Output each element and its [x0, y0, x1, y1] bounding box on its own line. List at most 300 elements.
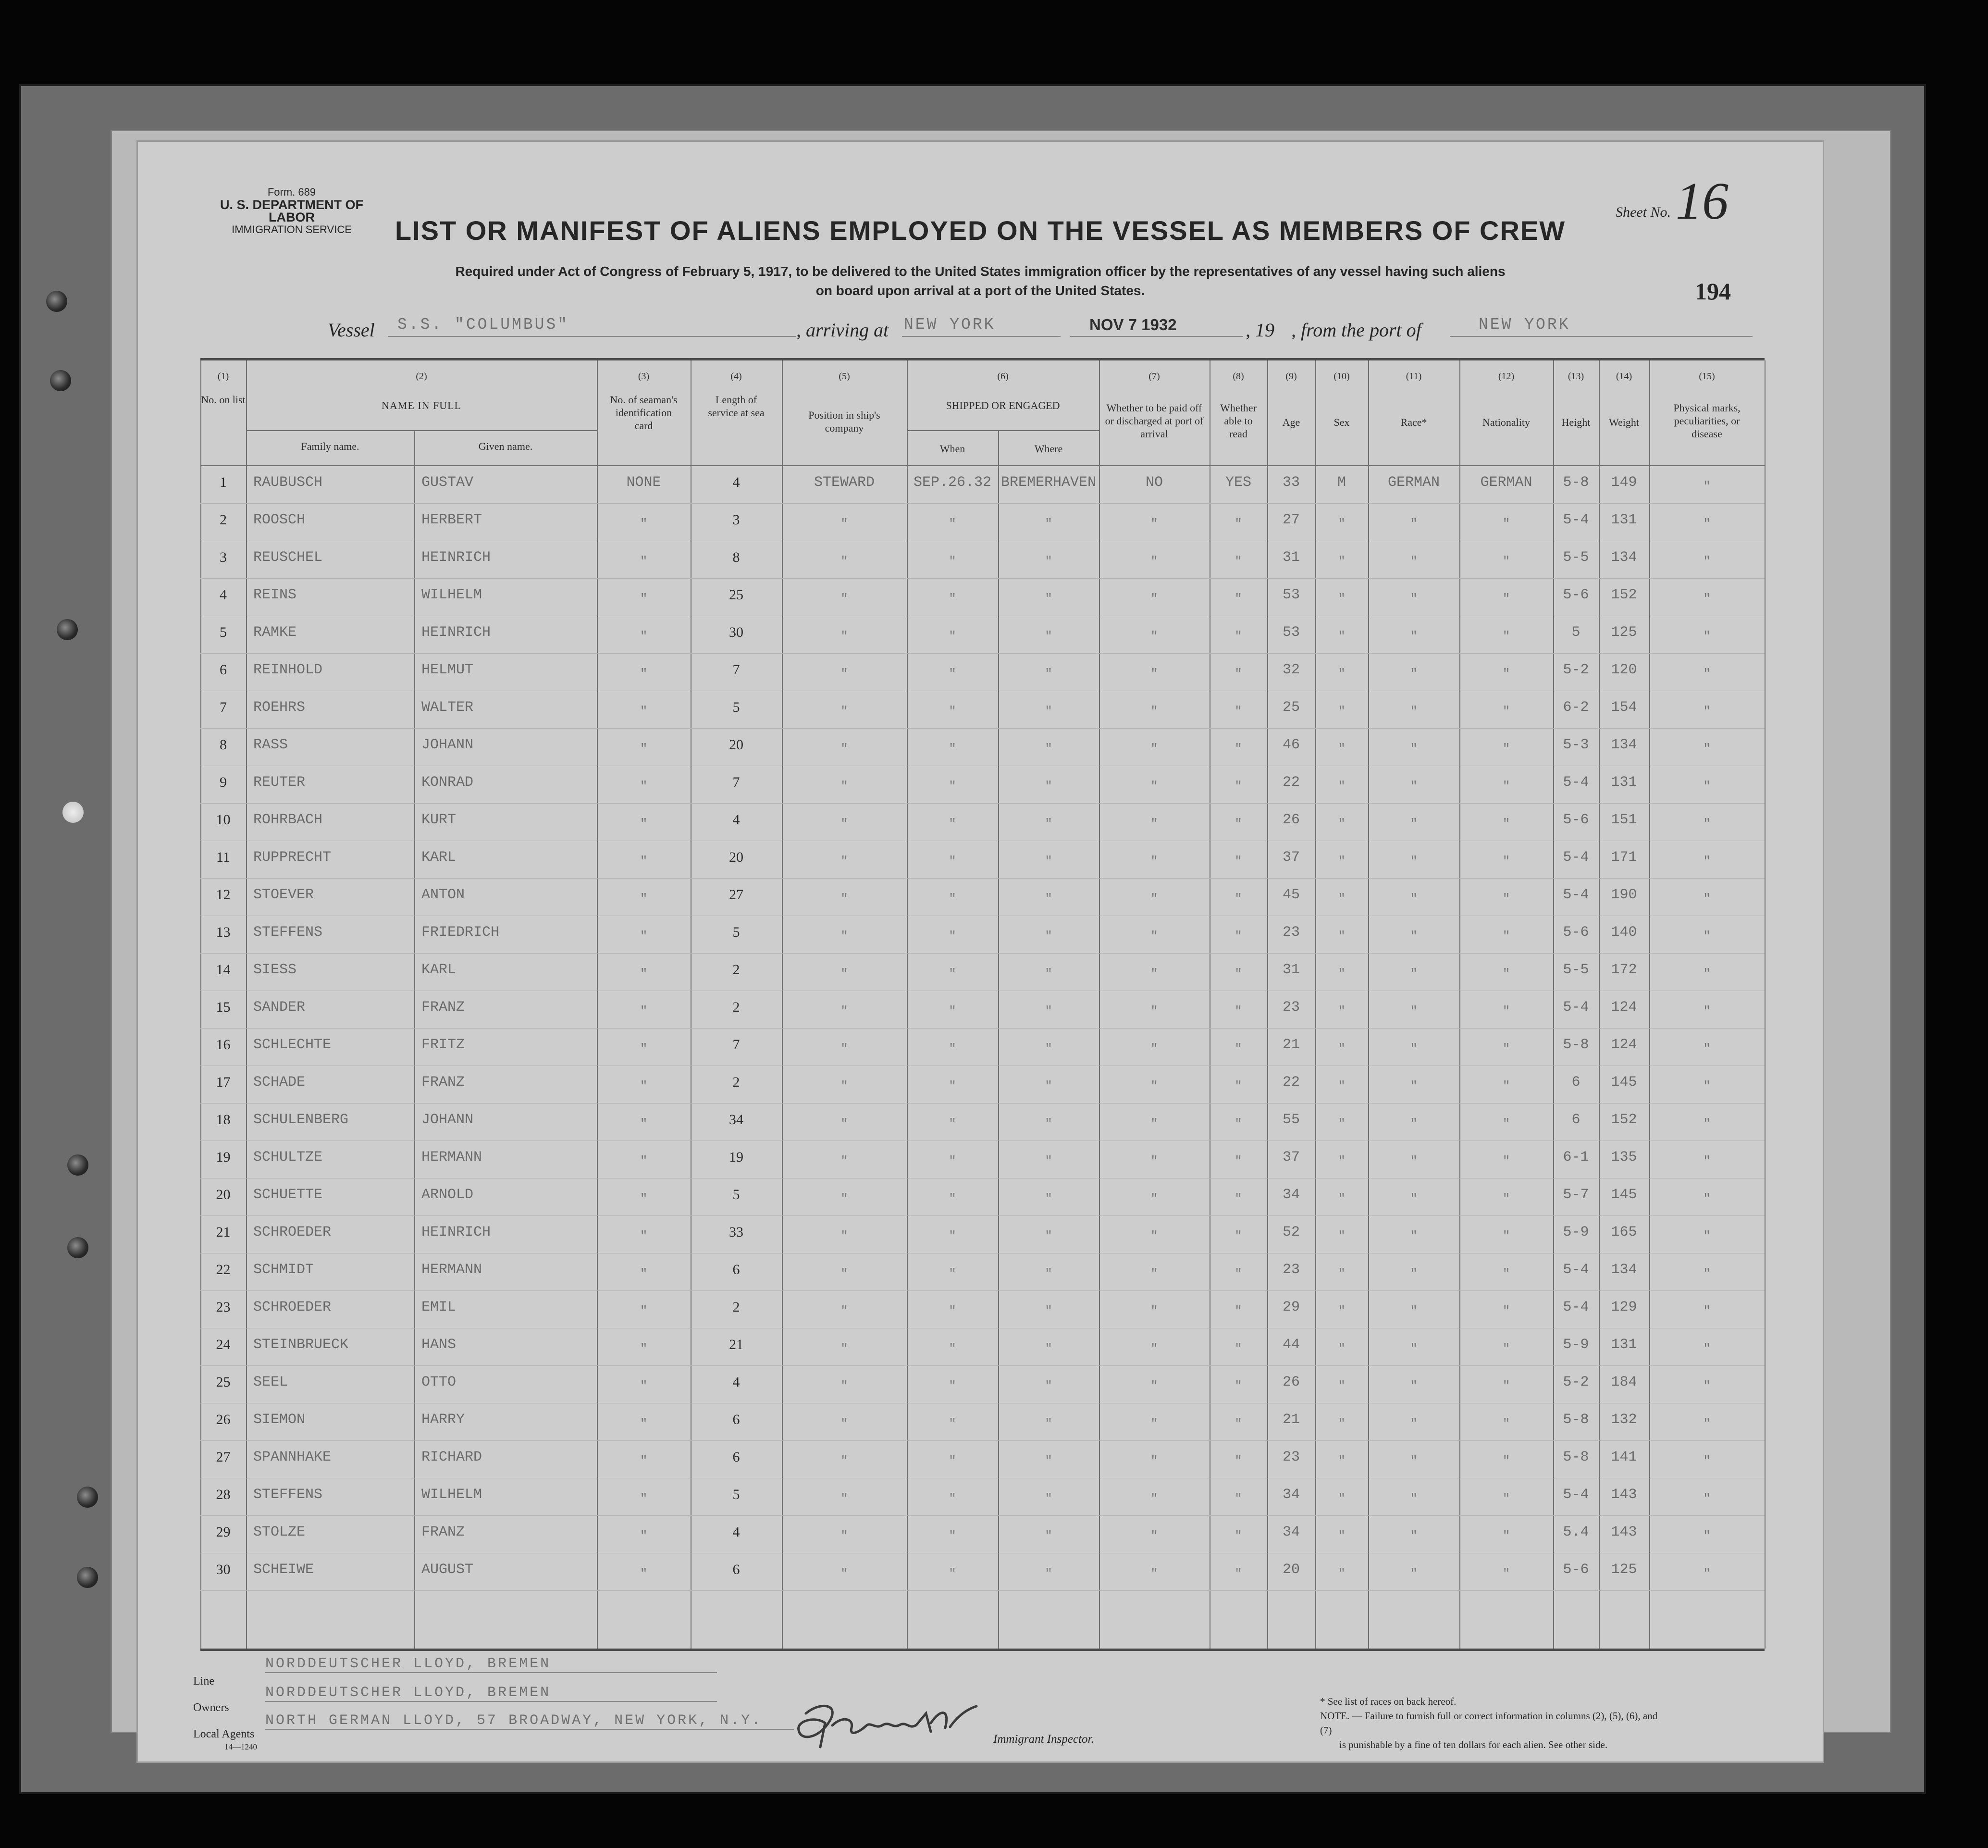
cell-service: 19 — [729, 1149, 743, 1165]
cell-card: " — [640, 1566, 648, 1581]
cell-family: SCHEIWE — [253, 1562, 314, 1578]
cell-age: 23 — [1282, 924, 1300, 941]
cell-age: 22 — [1282, 1074, 1300, 1091]
cell-paid: " — [1150, 1491, 1158, 1506]
cell-race: " — [1410, 1454, 1418, 1468]
cell-no: 24 — [216, 1337, 231, 1352]
cell-weight: 134 — [1611, 549, 1637, 566]
column-rule — [246, 360, 247, 1649]
cell-age: 55 — [1282, 1112, 1300, 1128]
cell-no: 23 — [216, 1299, 231, 1315]
cell-card: " — [640, 1154, 648, 1168]
cell-paid: NO — [1145, 474, 1163, 491]
cell-paid: " — [1150, 517, 1158, 531]
cell-weight: 154 — [1611, 699, 1637, 716]
sheet-label: Sheet No. — [1616, 204, 1671, 220]
arriving-label: , arriving at — [796, 319, 889, 341]
punch-hole — [77, 1487, 98, 1508]
cell-marks: " — [1703, 1566, 1711, 1581]
cell-marks: " — [1703, 517, 1711, 531]
cell-nationality: " — [1502, 1266, 1510, 1281]
row-rule — [200, 728, 1765, 729]
header-rule — [200, 465, 1765, 466]
cell-where: BREMERHAVEN — [1000, 474, 1097, 491]
row-rule — [200, 1590, 1765, 1591]
header-nationality: Nationality — [1482, 416, 1530, 428]
cell-when: " — [949, 1341, 956, 1356]
cell-weight: 149 — [1611, 474, 1637, 491]
cell-paid: " — [1150, 1229, 1158, 1243]
cell-race: " — [1410, 742, 1418, 756]
cell-when: " — [949, 517, 956, 531]
cell-where: " — [1045, 1379, 1052, 1393]
cell-when: " — [949, 1116, 956, 1131]
col-num: (15) — [1699, 371, 1715, 382]
cell-no: 3 — [220, 549, 227, 565]
cell-age: 25 — [1282, 699, 1300, 716]
cell-race: " — [1410, 629, 1418, 644]
cell-family: SCHULTZE — [253, 1149, 323, 1166]
cell-no: 4 — [220, 587, 227, 603]
cell-age: 31 — [1282, 549, 1300, 566]
cell-marks: " — [1703, 742, 1711, 756]
cell-service: 5 — [732, 1487, 740, 1502]
cell-card: " — [640, 779, 648, 794]
header-height: Height — [1561, 416, 1591, 428]
row-rule — [200, 1103, 1765, 1104]
subtitle-line: on board upon arrival at a port of the United States. — [815, 283, 1145, 298]
cell-family: RAMKE — [253, 624, 297, 641]
cell-weight: 143 — [1611, 1524, 1637, 1540]
cell-nationality: " — [1502, 1566, 1510, 1581]
cell-no: 29 — [216, 1524, 231, 1540]
col-num: (2) — [416, 371, 427, 382]
cell-no: 19 — [216, 1149, 231, 1165]
cell-when: " — [949, 1004, 956, 1018]
cell-where: " — [1045, 1491, 1052, 1506]
cell-age: 34 — [1282, 1487, 1300, 1503]
cell-family: SCHULENBERG — [253, 1112, 349, 1128]
cell-read: " — [1235, 817, 1242, 831]
cell-height: 5-7 — [1563, 1187, 1589, 1203]
cell-paid: " — [1150, 742, 1158, 756]
cell-family: STEFFENS — [253, 924, 323, 941]
row-rule — [200, 1365, 1765, 1366]
cell-sex: " — [1338, 1154, 1346, 1168]
col-num: (1) — [217, 371, 229, 382]
cell-age: 46 — [1282, 737, 1300, 753]
cell-age: 20 — [1282, 1562, 1300, 1578]
cell-weight: 125 — [1611, 1562, 1637, 1578]
subtitle-line: Required under Act of Congress of February 5, 1917, to be delivered to the United States immigration officer by the representatives of any vessel having such aliens — [455, 264, 1506, 279]
cell-age: 31 — [1282, 962, 1300, 978]
cell-sex: " — [1338, 1304, 1346, 1318]
cell-nationality: " — [1502, 667, 1510, 681]
cell-card: " — [640, 742, 648, 756]
cell-where: " — [1045, 704, 1052, 719]
cell-position: " — [840, 1454, 848, 1468]
cell-nationality: " — [1502, 629, 1510, 644]
form-number: Form. 689 — [267, 186, 316, 198]
cell-weight: 172 — [1611, 962, 1637, 978]
row-rule — [200, 653, 1765, 654]
cell-read: " — [1235, 779, 1242, 794]
header-able-to-read: Whether able to read — [1220, 402, 1257, 440]
cell-nationality: " — [1502, 1416, 1510, 1431]
cell-family: REUSCHEL — [253, 549, 323, 566]
cell-no: 6 — [220, 662, 227, 678]
cell-height: 6 — [1571, 1074, 1581, 1091]
cell-paid: " — [1150, 817, 1158, 831]
cell-read: " — [1235, 1416, 1242, 1431]
cell-race: " — [1410, 1266, 1418, 1281]
cell-nationality: " — [1502, 892, 1510, 906]
cell-when: " — [949, 1491, 956, 1506]
cell-where: " — [1045, 1116, 1052, 1131]
cell-given: OTTO — [421, 1374, 457, 1390]
cell-race: " — [1410, 1116, 1418, 1131]
cell-card: " — [640, 929, 648, 943]
cell-no: 10 — [216, 812, 231, 828]
header-position: Position in ship's company — [808, 409, 880, 434]
cell-card: " — [640, 592, 648, 606]
cell-no: 1 — [220, 474, 227, 490]
cell-height: 5-9 — [1563, 1224, 1589, 1240]
cell-nationality: " — [1502, 1004, 1510, 1018]
cell-given: KARL — [421, 849, 457, 866]
cell-when: " — [949, 1191, 956, 1206]
row-rule — [200, 1515, 1765, 1516]
cell-marks: " — [1703, 967, 1711, 981]
cell-age: 21 — [1282, 1037, 1300, 1053]
cell-position: " — [840, 742, 848, 756]
cell-read: " — [1235, 892, 1242, 906]
cell-marks: " — [1703, 1491, 1711, 1506]
cell-family: SANDER — [253, 999, 306, 1016]
cell-age: 22 — [1282, 774, 1300, 791]
cell-nationality: " — [1502, 1491, 1510, 1506]
cell-nationality: " — [1502, 742, 1510, 756]
cell-position: " — [840, 817, 848, 831]
cell-when: " — [949, 929, 956, 943]
cell-family: SIESS — [253, 962, 297, 978]
cell-where: " — [1045, 742, 1052, 756]
cell-when: " — [949, 1229, 956, 1243]
cell-when: " — [949, 704, 956, 719]
cell-when: " — [949, 1566, 956, 1581]
cell-weight: 171 — [1611, 849, 1637, 866]
cell-given: FRANZ — [421, 999, 465, 1016]
cell-race: " — [1410, 1004, 1418, 1018]
cell-marks: " — [1703, 1416, 1711, 1431]
cell-nationality: " — [1502, 967, 1510, 981]
cell-service: 2 — [732, 1074, 740, 1090]
cell-read: " — [1235, 1004, 1242, 1018]
cell-race: " — [1410, 854, 1418, 868]
race-note: * See list of races on back hereof. — [1320, 1696, 1457, 1707]
cell-age: 44 — [1282, 1337, 1300, 1353]
cell-service: 4 — [732, 1374, 740, 1390]
cell-read: " — [1235, 967, 1242, 981]
year-label: , 19 — [1246, 319, 1274, 341]
cell-card: " — [640, 1004, 648, 1018]
cell-marks: " — [1703, 779, 1711, 794]
cell-given: HERMANN — [421, 1262, 482, 1278]
cell-nationality: " — [1502, 1454, 1510, 1468]
cell-sex: " — [1338, 1266, 1346, 1281]
cell-read: " — [1235, 1529, 1242, 1543]
cell-race: " — [1410, 1229, 1418, 1243]
cell-sex: " — [1338, 1529, 1346, 1543]
cell-given: HARRY — [421, 1412, 465, 1428]
cell-paid: " — [1150, 629, 1158, 644]
header-id-card: No. of seaman's identification card — [610, 394, 678, 432]
cell-no: 28 — [216, 1487, 231, 1502]
cell-nationality: " — [1502, 854, 1510, 868]
cell-no: 12 — [216, 887, 231, 903]
cell-no: 8 — [220, 737, 227, 753]
cell-service: 20 — [729, 849, 743, 865]
cell-read: " — [1235, 1191, 1242, 1206]
column-rule — [1765, 360, 1766, 1649]
arriving-field — [902, 316, 1061, 337]
cell-race: " — [1410, 892, 1418, 906]
cell-sex: " — [1338, 1454, 1346, 1468]
cell-read: " — [1235, 517, 1242, 531]
cell-age: 53 — [1282, 587, 1300, 603]
cell-height: 5-4 — [1563, 849, 1589, 866]
sheet-number: 16 — [1676, 172, 1729, 230]
cell-nationality: " — [1502, 1229, 1510, 1243]
cell-paid: " — [1150, 929, 1158, 943]
cell-card: NONE — [626, 474, 661, 491]
cell-when: " — [949, 779, 956, 794]
cell-race: " — [1410, 1341, 1418, 1356]
cell-paid: " — [1150, 554, 1158, 569]
cell-sex: " — [1338, 967, 1346, 981]
cell-height: 6-2 — [1563, 699, 1589, 716]
header-given-name: Given name. — [478, 440, 533, 452]
cell-age: 27 — [1282, 512, 1300, 528]
cell-card: " — [640, 817, 648, 831]
cell-position: " — [840, 854, 848, 868]
cell-sex: " — [1338, 779, 1346, 794]
cell-paid: " — [1150, 967, 1158, 981]
cell-race: " — [1410, 1079, 1418, 1093]
cell-marks: " — [1703, 892, 1711, 906]
cell-height: 6-1 — [1563, 1149, 1589, 1166]
cell-weight: 165 — [1611, 1224, 1637, 1240]
cell-marks: " — [1703, 479, 1711, 494]
cell-race: " — [1410, 929, 1418, 943]
row-rule — [200, 503, 1765, 504]
cell-when: " — [949, 1079, 956, 1093]
cell-weight: 152 — [1611, 1112, 1637, 1128]
cell-position: " — [840, 1304, 848, 1318]
cell-paid: " — [1150, 1379, 1158, 1393]
cell-no: 20 — [216, 1187, 231, 1203]
col-num: (12) — [1498, 371, 1515, 382]
cell-race: " — [1410, 592, 1418, 606]
cell-nationality: " — [1502, 517, 1510, 531]
cell-family: SCHROEDER — [253, 1299, 332, 1315]
cell-no: 25 — [216, 1374, 231, 1390]
cell-card: " — [640, 1491, 648, 1506]
row-rule — [200, 1440, 1765, 1441]
cell-no: 14 — [216, 962, 231, 978]
cell-card: " — [640, 967, 648, 981]
cell-where: " — [1045, 1566, 1052, 1581]
cell-family: RASS — [253, 737, 288, 753]
agents-value: NORTH GERMAN LLOYD, 57 BROADWAY, NEW YORK, N.Y. — [265, 1712, 794, 1730]
cell-card: " — [640, 629, 648, 644]
cell-position: " — [840, 929, 848, 943]
cell-service: 2 — [732, 999, 740, 1015]
cell-height: 5-6 — [1563, 812, 1589, 828]
cell-paid: " — [1150, 1191, 1158, 1206]
cell-age: 53 — [1282, 624, 1300, 641]
cell-height: 5-2 — [1563, 662, 1589, 678]
cell-paid: " — [1150, 1116, 1158, 1131]
row-rule — [200, 953, 1765, 954]
cell-when: " — [949, 554, 956, 569]
cell-nationality: " — [1502, 929, 1510, 943]
cell-sex: " — [1338, 1566, 1346, 1581]
cell-height: 5-4 — [1563, 512, 1589, 528]
cell-given: HEINRICH — [421, 624, 491, 641]
cell-service: 20 — [729, 737, 743, 753]
cell-height: 5-5 — [1563, 962, 1589, 978]
cell-given: HERBERT — [421, 512, 482, 528]
cell-race: " — [1410, 779, 1418, 794]
cell-marks: " — [1703, 1229, 1711, 1243]
cell-no: 22 — [216, 1262, 231, 1277]
cell-height: 5-8 — [1563, 474, 1589, 491]
cell-service: 4 — [732, 474, 740, 490]
cell-service: 5 — [732, 924, 740, 940]
document-subtitle — [138, 262, 1823, 300]
cell-sex: " — [1338, 1229, 1346, 1243]
arriving-port: NEW YORK — [904, 316, 996, 334]
cell-position: " — [840, 1191, 848, 1206]
col-num: (6) — [997, 371, 1009, 382]
cell-position: " — [840, 554, 848, 569]
cell-given: WILHELM — [421, 1487, 482, 1503]
cell-sex: " — [1338, 1379, 1346, 1393]
cell-given: HERMANN — [421, 1149, 482, 1166]
cell-no: 5 — [220, 624, 227, 640]
cell-position: " — [840, 517, 848, 531]
cell-read: " — [1235, 667, 1242, 681]
cell-card: " — [640, 704, 648, 719]
header-race: Race* — [1400, 416, 1427, 428]
cell-weight: 131 — [1611, 512, 1637, 528]
header-where: Where — [1034, 443, 1063, 455]
cell-read: " — [1235, 1116, 1242, 1131]
cell-position: " — [840, 1079, 848, 1093]
col-num: (7) — [1148, 371, 1160, 382]
cell-sex: " — [1338, 1191, 1346, 1206]
cell-where: " — [1045, 554, 1052, 569]
cell-paid: " — [1150, 1004, 1158, 1018]
cell-family: RUPPRECHT — [253, 849, 332, 866]
cell-paid: " — [1150, 1454, 1158, 1468]
cell-service: 5 — [732, 1187, 740, 1203]
cell-service: 21 — [729, 1337, 743, 1352]
col-num: (8) — [1233, 371, 1244, 382]
cell-read: " — [1235, 629, 1242, 644]
cell-read: " — [1235, 1491, 1242, 1506]
cell-paid: " — [1150, 1154, 1158, 1168]
cell-paid: " — [1150, 1304, 1158, 1318]
cell-no: 17 — [216, 1074, 231, 1090]
cell-where: " — [1045, 1004, 1052, 1018]
cell-read: " — [1235, 742, 1242, 756]
cell-given: WILHELM — [421, 587, 482, 603]
cell-marks: " — [1703, 1379, 1711, 1393]
cell-age: 37 — [1282, 849, 1300, 866]
col-num: (10) — [1334, 371, 1350, 382]
cell-card: " — [640, 1116, 648, 1131]
cell-race: " — [1410, 1154, 1418, 1168]
cell-marks: " — [1703, 592, 1711, 606]
cell-position: " — [840, 1529, 848, 1543]
cell-where: " — [1045, 967, 1052, 981]
cell-paid: " — [1150, 667, 1158, 681]
cell-where: " — [1045, 1529, 1052, 1543]
col-num: (11) — [1406, 371, 1422, 382]
cell-service: 3 — [732, 512, 740, 528]
cell-card: " — [640, 1529, 648, 1543]
cell-no: 13 — [216, 924, 231, 940]
cell-no: 7 — [220, 699, 227, 715]
cell-marks: " — [1703, 1266, 1711, 1281]
cell-where: " — [1045, 854, 1052, 868]
row-rule — [200, 578, 1765, 579]
header-physical-marks: Physical marks, peculiarities, or disease — [1673, 402, 1741, 440]
cell-nationality: " — [1502, 1529, 1510, 1543]
print-code: 14—1240 — [224, 1742, 257, 1751]
punch-hole — [67, 1154, 88, 1176]
owners-label: Owners — [193, 1701, 229, 1714]
cell-height: 5-9 — [1563, 1337, 1589, 1353]
row-rule — [200, 1290, 1765, 1291]
cell-position: " — [840, 1266, 848, 1281]
cell-height: 5-8 — [1563, 1449, 1589, 1465]
cell-height: 5-4 — [1563, 999, 1589, 1016]
cell-given: GUSTAV — [421, 474, 474, 491]
cell-sex: " — [1338, 1416, 1346, 1431]
cell-read: " — [1235, 1379, 1242, 1393]
col-num: (9) — [1285, 371, 1297, 382]
cell-given: HANS — [421, 1337, 457, 1353]
cell-marks: " — [1703, 1116, 1711, 1131]
cell-paid: " — [1150, 1266, 1158, 1281]
cell-height: 5.4 — [1563, 1524, 1589, 1540]
cell-service: 25 — [729, 587, 743, 603]
cell-family: SCHLECHTE — [253, 1037, 332, 1053]
punch-hole — [46, 291, 67, 312]
cell-paid: " — [1150, 1042, 1158, 1056]
cell-read: " — [1235, 1154, 1242, 1168]
cell-service: 4 — [732, 812, 740, 828]
cell-service: 8 — [732, 549, 740, 565]
cell-sex: " — [1338, 1079, 1346, 1093]
cell-family: STOEVER — [253, 887, 314, 903]
cell-marks: " — [1703, 1042, 1711, 1056]
cell-service: 30 — [729, 624, 743, 640]
cell-race: " — [1410, 817, 1418, 831]
